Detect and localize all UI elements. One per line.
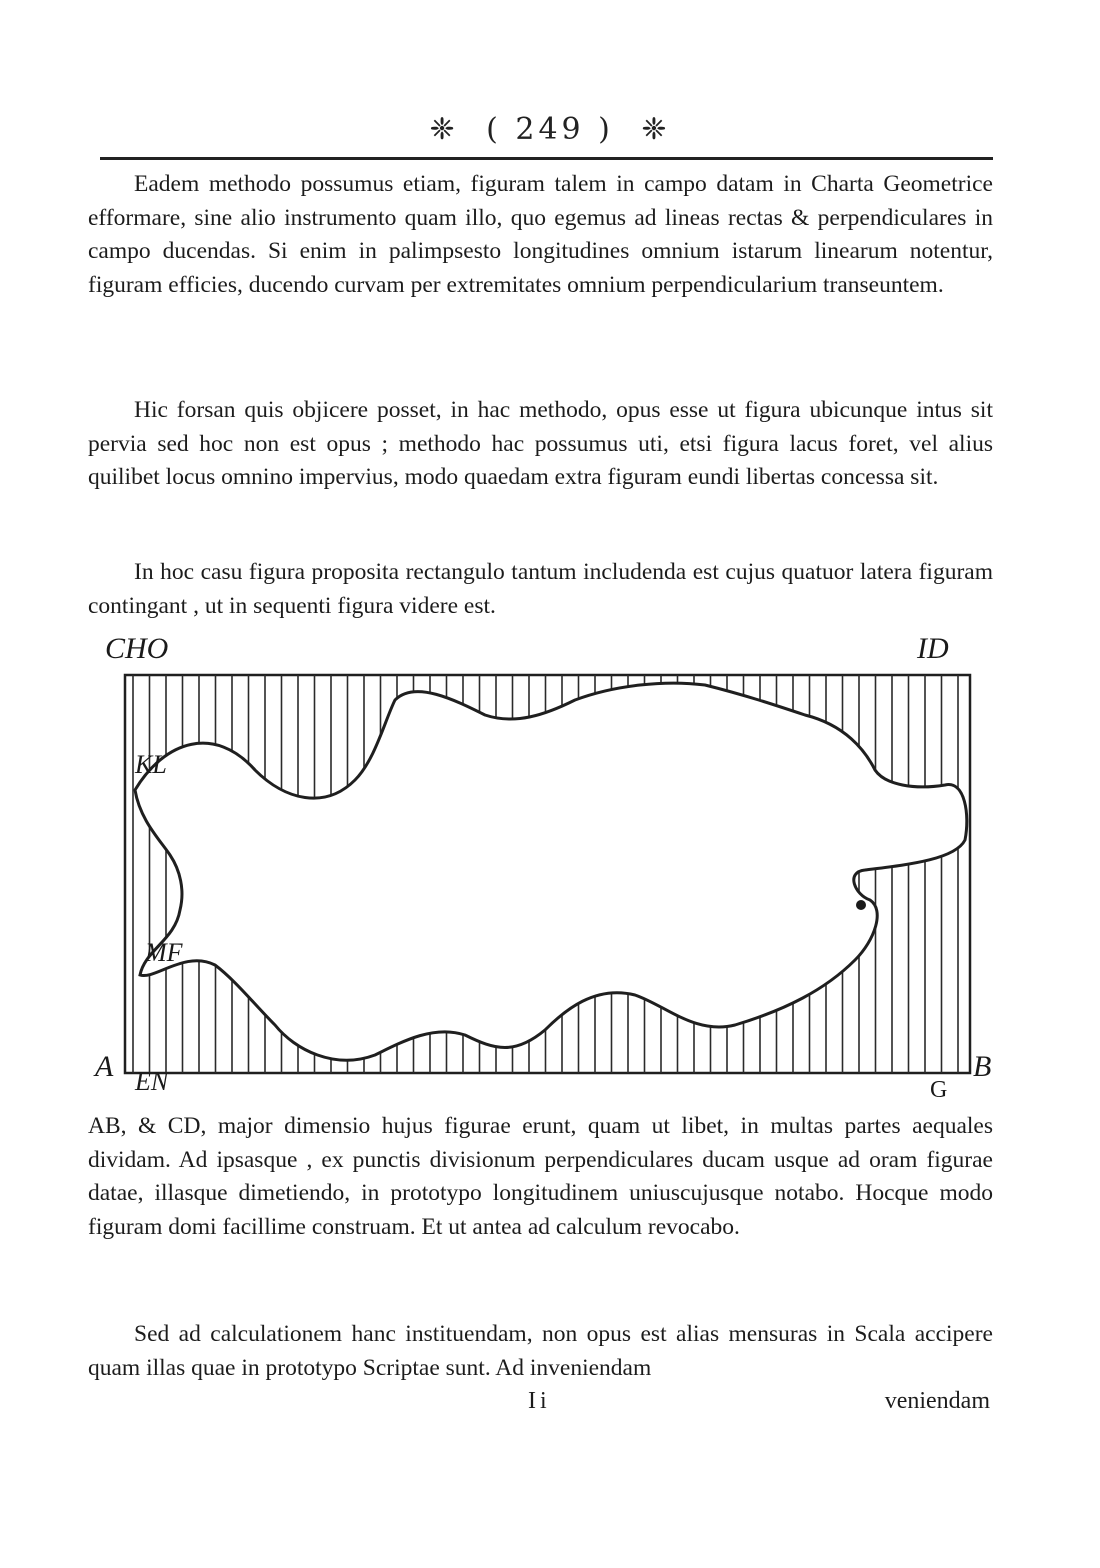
signature-mark: Ii [528, 1388, 551, 1414]
page-header [0, 112, 1100, 147]
catchword: veniendam [884, 1388, 990, 1414]
label-id: ID [917, 632, 949, 665]
header-rule [100, 157, 993, 160]
paragraph-2: Hic forsan quis objicere posset, in hac methodo, opus esse ut figura ubicunque intus sit pervia sed hoc non est opus ; methodo hac possumus uti, etsi figura lacus foret, vel alius quilibet locus omnino impervius, modo quaedam extra figuram eundi libertas concessa sit. [88, 397, 993, 490]
paragraph-5: Sed ad calculationem hanc instituendam, non opus est alias mensuras in Scala accipere quam illas quae in prototypo Scriptae sunt. Ad inveniendam [88, 1321, 993, 1381]
paragraph-4: AB, & CD, major dimensio hujus figurae erunt, quam ut libet, in multas partes aequales dividam. Ad ipsasque , ex punctis divisionum perpendiculares ducam usque ad oram figurae datae, illasque dimetiendo, in prototypo longitudinem uniuscujusque notabo. Hocque modo figuram domi facillime construam. Et ut antea ad calculum revocabo. [88, 1113, 993, 1240]
label-b: B [973, 1050, 992, 1083]
label-en: EN [135, 1067, 169, 1096]
ornament-left-icon: ❈ [429, 112, 459, 147]
label-mf: MF [145, 938, 183, 967]
figure-diagram [85, 630, 1005, 1110]
label-g: G [930, 1077, 948, 1103]
label-kl: KL [135, 750, 167, 779]
figure-point-dot [856, 900, 866, 910]
paragraph-3: In hoc casu figura proposita rectangulo tantum includenda est cujus quatuor latera figuram contingant , ut in sequenti figura videre est. [88, 559, 993, 619]
figure-svg [85, 630, 1005, 1110]
label-a: A [95, 1050, 114, 1083]
page-number: ( 249 ) [486, 112, 614, 147]
ornament-right-icon: ❈ [641, 112, 671, 147]
label-cho: CHO [105, 632, 169, 665]
paragraph-1: Eadem methodo possumus etiam, figuram talem in campo datam in Charta Geometrice efformare, sine alio instrumento quam illo, quo egemus ad lineas rectas & perpendiculares in campo ducendas. Si enim in palimpsesto longitudines omnium istarum linearum notentur, figuram efficies, ducendo curvam per extremitates omnium perpendicularium transeuntem. [88, 171, 993, 298]
